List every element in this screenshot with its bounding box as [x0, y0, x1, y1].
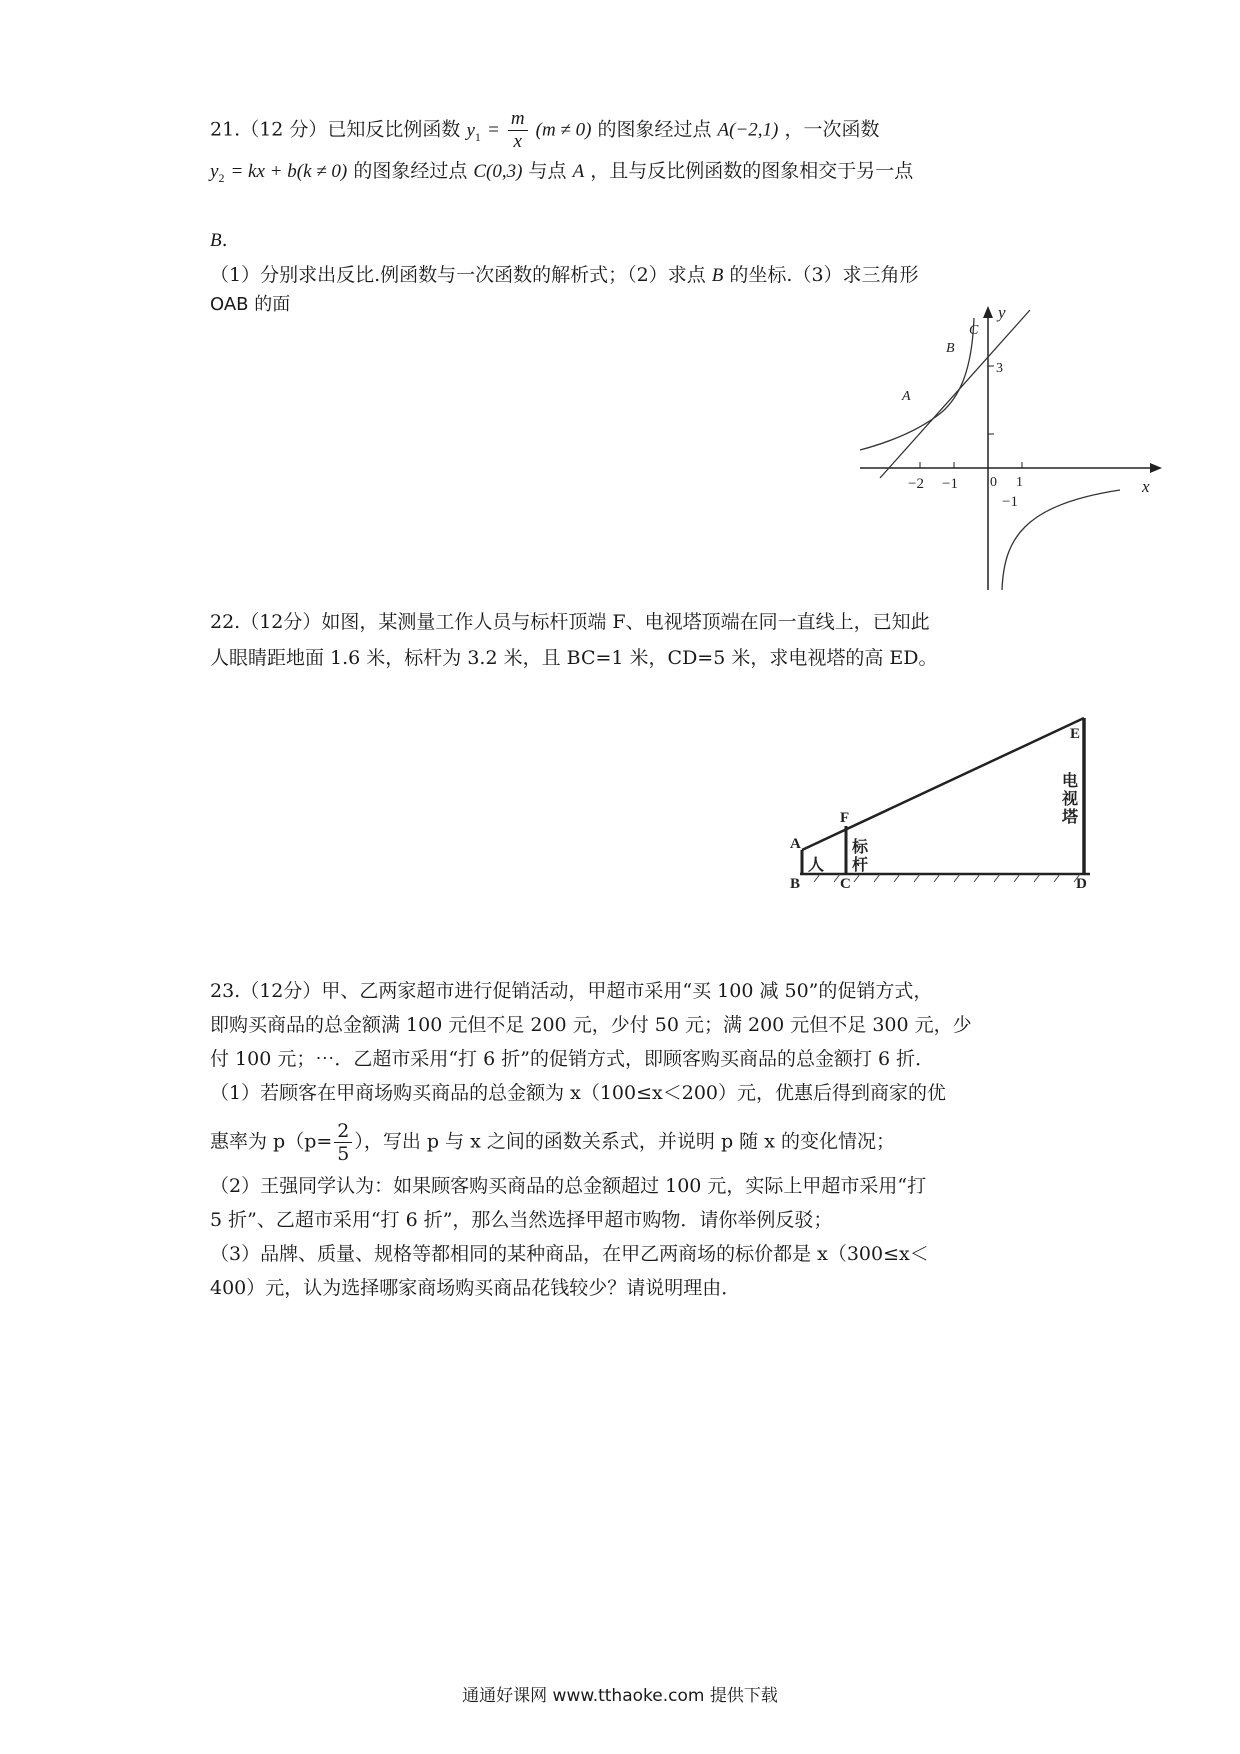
q23-line-9	[210, 1275, 740, 1301]
q23-line-6	[210, 1173, 926, 1199]
frac-2: 2	[334, 1120, 352, 1143]
q22-text-1: 22.（12分）如图，某测量工作人员与标杆顶端 F、电视塔顶端在同一直线上，已知此	[210, 611, 930, 633]
equals: =	[486, 119, 500, 141]
label-f: F	[840, 810, 850, 826]
q21-line-4	[210, 262, 919, 289]
tower-label-1: 电	[1062, 773, 1079, 790]
label-d: D	[1076, 876, 1087, 890]
fraction-two-fifths	[334, 1120, 352, 1165]
hyperbola-branch-left	[860, 318, 974, 450]
q23-text-3: 付 100 元；⋯．乙超市采用“打 6 折”的促销方式，即顾客购买商品的总金额打 6 折．	[210, 1048, 935, 1070]
condition-m: (m ≠ 0)	[535, 119, 592, 141]
point-a-coords: A(−2,1)	[717, 119, 779, 141]
q23-text-6: （2）王强同学认为：如果顾客购买商品的总金额超过 100 元，实际上甲超市采用“打	[210, 1175, 927, 1197]
q22-text-2: 人眼睛距地面 1.6 米，标杆为 3.2 米，且 BC=1 米，CD=5 米，求电视塔的高 ED。	[210, 647, 938, 669]
q21-mid3: 的图象经过点	[353, 160, 468, 182]
q21-line-1	[210, 108, 879, 153]
q23-line-1	[210, 978, 932, 1004]
pole-label-1: 标	[852, 839, 869, 856]
point-a-label: A	[572, 161, 585, 182]
q21-part1-rest: 的坐标.（3）求三角形	[729, 264, 919, 286]
q21-mid1: 的图象经过点	[597, 118, 712, 141]
point-b-label: B	[210, 230, 222, 251]
tick-label-minus1: −1	[942, 476, 958, 492]
q23-line-4	[210, 1080, 946, 1106]
q23-text-4: （1）若顾客在甲商场购买商品的总金额为 x（100≤x＜200）元，优惠后得到商家的优	[210, 1082, 947, 1104]
frac-5: 5	[337, 1143, 350, 1165]
x-axis-label: x	[1142, 477, 1150, 496]
q23-line-8	[210, 1241, 929, 1267]
part1-point-b: B	[711, 265, 724, 286]
y-axis-label: y	[998, 303, 1006, 322]
q21-mid2: ，一次函数	[784, 118, 880, 141]
point-a-graph-label: A	[902, 389, 911, 404]
y-axis-arrow	[983, 306, 993, 318]
q21-line-2	[210, 158, 913, 191]
q21-mid5: ，且与反比例函数的图象相交于另一点	[590, 160, 914, 182]
y1-symbol: $y_1$	[466, 119, 481, 144]
label-a: A	[790, 836, 801, 852]
q21-line-5	[210, 292, 290, 318]
q21-intro: 21.（12 分）已知反比例函数	[210, 118, 461, 141]
q21-part1-cont: OAB 的面	[210, 294, 291, 315]
q21-part1: （1）分别求出反比.例函数与一次函数的解析式；（2）求点	[210, 264, 706, 286]
q23-text-1: 23.（12分）甲、乙两家超市进行促销活动，甲超市采用“买 100 减 50”的促销方式，	[210, 980, 933, 1002]
page-footer: 通通好课网 www.tthaoke.com 提供下载	[462, 1686, 778, 1706]
q23-line-5	[210, 1120, 895, 1165]
label-e: E	[1070, 726, 1081, 742]
tower-label-2: 视	[1062, 791, 1079, 808]
tick-label-minus2: −2	[908, 476, 924, 492]
q21-line-3	[210, 227, 228, 254]
frac-denominator: x	[513, 131, 522, 152]
origin-label: 0	[990, 475, 997, 490]
tower-label-3: 塔	[1062, 809, 1079, 826]
pole-label-2: 杆	[852, 857, 869, 874]
y2-symbol: $y_2$	[210, 161, 225, 185]
q23-text-5a: 惠率为 p（p=	[210, 1130, 333, 1153]
label-b: B	[790, 876, 801, 890]
q23-text-9: 400）元，认为选择哪家商场购买商品花钱较少？请说明理由．	[210, 1277, 741, 1299]
linear-function: = kx + b(k ≠ 0)	[230, 161, 348, 182]
q22-line-2	[210, 645, 938, 671]
label-c: C	[840, 876, 851, 890]
q22-line-1	[210, 609, 930, 635]
sight-line	[802, 718, 1084, 850]
point-c-graph-label: C	[969, 323, 979, 338]
hyperbola-branch-right	[1002, 490, 1120, 590]
q21-period: .	[221, 229, 228, 251]
q23-line-7	[210, 1207, 832, 1233]
q23-line-3	[210, 1046, 934, 1072]
q21-function-graph	[850, 300, 1170, 600]
q23-line-2	[210, 1012, 972, 1038]
x-axis-arrow	[1150, 463, 1162, 473]
q23-text-7: 5 折”、乙超市采用“打 6 折”，那么当然选择甲超市购物．请你举例反驳；	[210, 1209, 833, 1231]
q22-tower-diagram	[790, 710, 1130, 890]
q23-text-2: 即购买商品的总金额满 100 元但不足 200 元，少付 50 元；满 200 元但不足 300 元，少	[210, 1014, 972, 1036]
q23-text-8: （3）品牌、质量、规格等都相同的某种商品，在甲乙两商场的标价都是 x（300≤x＜	[210, 1243, 929, 1265]
tick-label-x1: 1	[1016, 475, 1023, 490]
q23-text-5b: ），写出 p 与 x 之间的函数关系式，并说明 p 随 x 的变化情况；	[354, 1130, 895, 1153]
tick-label-y-minus1: −1	[1002, 494, 1018, 510]
person-label: 人	[808, 857, 825, 874]
point-c-coords: C(0,3)	[473, 161, 523, 182]
tick-label-y3: 3	[996, 361, 1003, 376]
q21-mid4: 与点	[528, 160, 567, 182]
point-b-graph-label: B	[946, 341, 955, 356]
frac-numerator: m	[508, 108, 528, 131]
fraction-m-over-x	[508, 108, 528, 153]
